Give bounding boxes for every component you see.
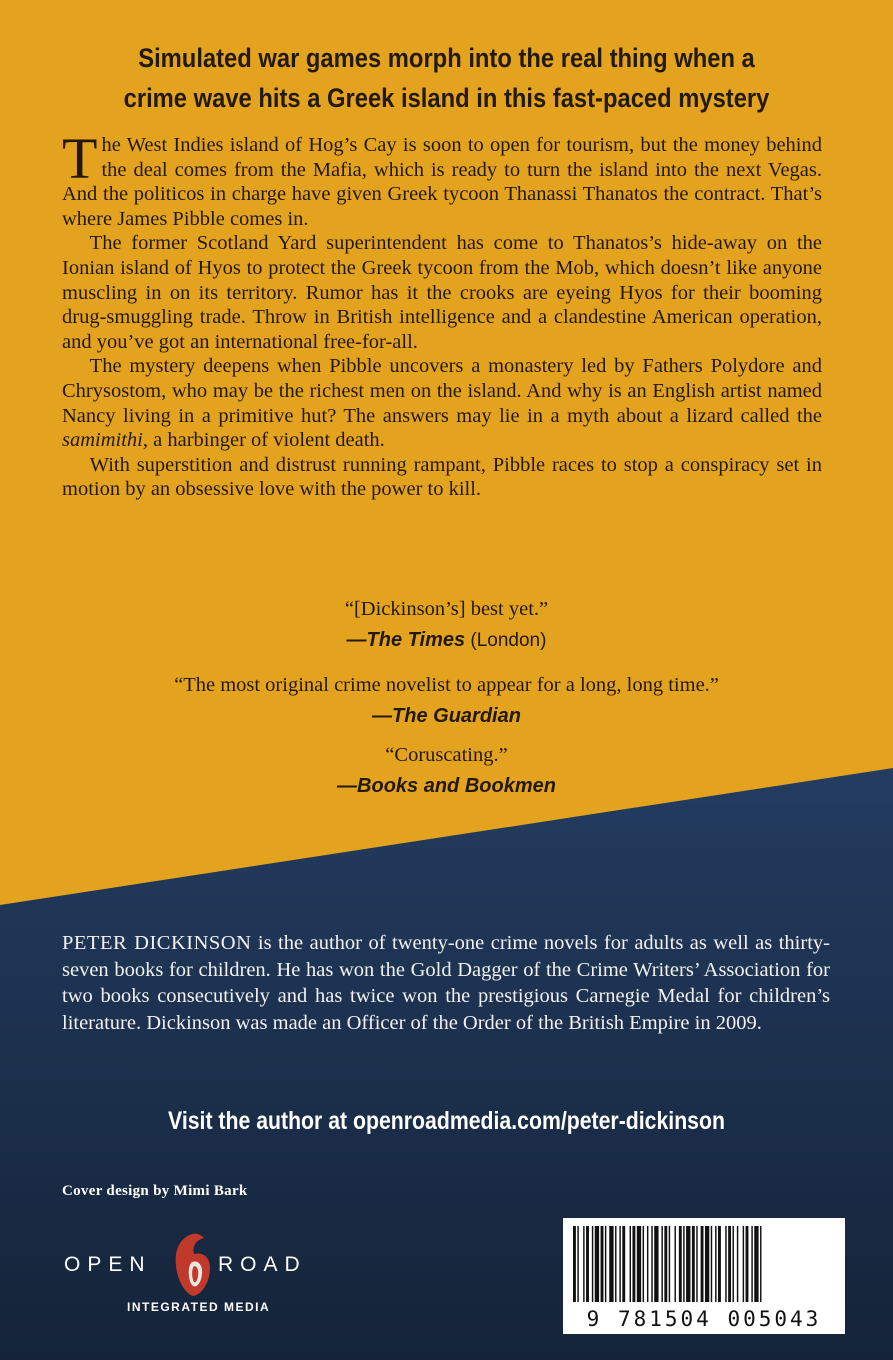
blurb	[62, 126, 822, 502]
cover-design-credit: Cover design by Mimi Bark	[62, 1183, 248, 1199]
tagline-line-2: crime wave hits a Greek island in this fast-paced mystery	[123, 83, 770, 113]
blurb-paragraph-1-text: he West Indies island of Hog’s Cay is soon to open for tourism, but the money behind the deal comes from the Mafia, which is ready to turn the island into the next Vegas. And the politicos in charge have given Greek tycoon Thanassi Thanatos the contract. That’s where James Pibble comes in.	[62, 134, 822, 230]
barcode-bar	[679, 1226, 682, 1302]
isbn-number: 9 781504 005043	[586, 1307, 822, 1331]
quote-source: Books and Bookmen	[357, 775, 556, 797]
tagline-line-1: Simulated war games morph into the real thing when a	[138, 43, 755, 73]
quote-source: The Guardian	[392, 705, 521, 727]
barcode-bar	[669, 1226, 670, 1302]
barcode-bar	[643, 1226, 644, 1302]
barcode-bar	[754, 1226, 758, 1302]
author-website-link[interactable]: Visit the author at openroadmedia.com/peter-dickinson	[168, 1107, 725, 1135]
quote-source: The Times	[366, 629, 466, 651]
barcode-bar	[675, 1226, 676, 1302]
author-bio	[62, 930, 830, 1036]
barcode-bar	[609, 1226, 613, 1302]
barcode-bar	[615, 1226, 616, 1302]
barcode-bar	[601, 1226, 604, 1302]
quote-attribution	[0, 625, 893, 656]
barcode-bar	[686, 1226, 690, 1302]
barcode-bar	[743, 1226, 744, 1302]
barcode-bar	[654, 1226, 658, 1302]
barcode-bar	[696, 1226, 697, 1302]
blurb-paragraph-3	[62, 354, 822, 452]
quote-dash: —	[346, 629, 367, 651]
barcode-bar	[701, 1226, 704, 1302]
barcode-bar	[683, 1226, 684, 1302]
blurb-paragraph-2: The former Scotland Yard superintendent has come to Thanatos’s hide-away on the Ionian island of Hyos to protect the Greek tycoon from the Mob, which doesn’t like anyone muscling in on its territory. Rumor has it the crooks are eyeing Hyos for their booming drug-smuggling trade. Throw in British intelligence and a clandestine American operation, and you’ve got an international free-for-all.	[62, 232, 822, 353]
quote-dash: —	[337, 775, 358, 797]
barcode-bar	[737, 1226, 738, 1302]
author-bio-paragraph	[62, 930, 830, 1036]
barcode-bar	[619, 1226, 620, 1302]
barcode-bar	[622, 1226, 625, 1302]
review-quote	[0, 740, 893, 802]
open-road-emblem-icon	[170, 1232, 214, 1298]
barcode-bar	[725, 1226, 726, 1302]
publisher-word-open: OPEN	[64, 1253, 152, 1276]
barcode-bar	[592, 1226, 593, 1302]
barcode-bar	[715, 1226, 716, 1302]
barcode-bar	[632, 1226, 635, 1302]
quote-attribution	[0, 771, 893, 802]
barcode-bar	[751, 1226, 752, 1302]
barcode-bar	[595, 1226, 599, 1302]
barcode-bar	[728, 1226, 731, 1302]
quote-text: “[Dickinson’s] best yet.”	[344, 598, 549, 620]
barcode-bar	[573, 1226, 576, 1302]
barcode-bar	[661, 1226, 662, 1302]
barcode-bar	[630, 1226, 631, 1302]
barcode-bar	[577, 1226, 578, 1302]
author-name: PETER DICKINSON	[62, 932, 252, 954]
barcode-bar	[705, 1226, 709, 1302]
blurb-paragraph-3-end: , a harbinger of violent death.	[142, 429, 385, 452]
quote-dash: —	[372, 705, 393, 727]
review-quote	[0, 594, 893, 656]
publisher-subtitle: INTEGRATED MEDIA	[127, 1300, 271, 1314]
barcode-bar	[711, 1226, 712, 1302]
barcode-bar	[583, 1226, 584, 1302]
barcode-bar	[586, 1226, 589, 1302]
barcode-bar	[664, 1226, 667, 1302]
blurb-paragraph-3-start: The mystery deepens when Pibble uncovers a monastery led by Fathers Polydore and Chrysostom, who may be the richest men on the island. And why is an English artist named Nancy living in a primitive hut? The answers may lie in a myth about a lizard called the	[62, 355, 822, 427]
drop-cap: T	[62, 126, 98, 191]
quote-text: “Coruscating.”	[385, 744, 508, 766]
quote-attribution	[0, 701, 893, 732]
blurb-paragraph-1	[62, 126, 822, 231]
barcode-bars	[573, 1226, 835, 1302]
quote-text: “The most original crime novelist to appear for a long, long time.”	[174, 674, 719, 696]
barcode-bar	[651, 1226, 652, 1302]
barcode-bar	[746, 1226, 749, 1302]
tagline	[54, 38, 840, 118]
barcode-bar	[605, 1226, 606, 1302]
barcode-bar	[733, 1226, 734, 1302]
quote-source-detail: (London)	[465, 630, 547, 651]
barcode-bar	[718, 1226, 721, 1302]
blurb-italic-word: samimithi	[62, 429, 143, 452]
publisher-word-road: ROAD	[218, 1253, 307, 1276]
isbn-barcode	[563, 1218, 845, 1334]
barcode-bar	[692, 1226, 695, 1302]
blurb-paragraph-4: With superstition and distrust running rampant, Pibble races to stop a conspiracy set in motion by an obsessive love with the power to kill.	[62, 453, 822, 501]
barcode-bar	[637, 1226, 641, 1302]
author-bio-text: is the author of twenty-one crime novels for adults as well as thirty-seven books for children. He has won the Gold Dagger of the Crime Writers’ Association for two books consecutively and has twice won the prestigious Carnegie Medal for children’s literature. Dickinson was made an Officer of the Order of the British Empire in 2009.	[62, 932, 830, 1034]
barcode-bar	[760, 1226, 761, 1302]
barcode-bar	[647, 1226, 648, 1302]
review-quote	[0, 670, 893, 732]
